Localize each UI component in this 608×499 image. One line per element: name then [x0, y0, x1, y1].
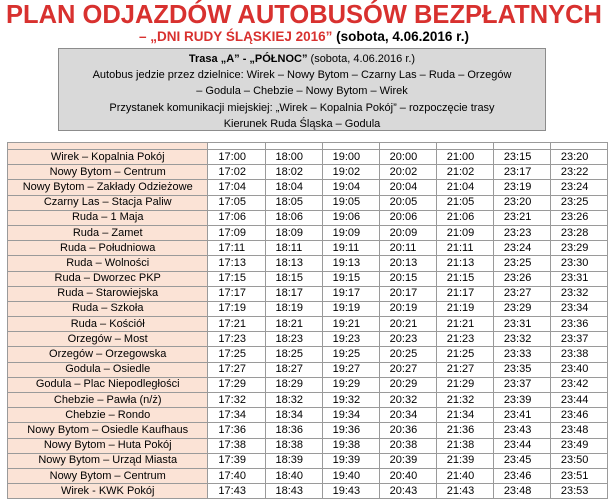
departure-time-cell: 23:34: [550, 301, 607, 316]
departure-time-cell: 21:32: [436, 393, 493, 408]
departure-time-cell: 18:02: [265, 165, 322, 180]
departure-time-cell: 17:15: [208, 271, 265, 286]
departure-time-cell: 18:27: [265, 362, 322, 377]
departure-time-cell: 23:17: [493, 165, 550, 180]
table-row: [8, 195, 608, 210]
spacer-cell: [493, 143, 550, 150]
departure-time-cell: 21:17: [436, 286, 493, 301]
departure-time-cell: 20:05: [379, 195, 436, 210]
stop-name-cell: Ruda – 1 Maja: [8, 210, 208, 225]
departure-time-cell: 19:06: [322, 210, 379, 225]
departure-time-cell: 23:33: [493, 347, 550, 362]
stop-name-cell: Wirek - KWK Pokój: [8, 484, 208, 499]
table-row: [8, 210, 608, 225]
stop-name-cell: Chebzie – Rondo: [8, 408, 208, 423]
departure-time-cell: 19:23: [322, 332, 379, 347]
departure-time-cell: 21:23: [436, 332, 493, 347]
table-row: [8, 438, 608, 453]
departure-time-cell: 20:04: [379, 180, 436, 195]
departure-time-cell: 18:29: [265, 377, 322, 392]
departure-time-cell: 21:27: [436, 362, 493, 377]
departure-time-cell: 23:24: [550, 180, 607, 195]
departure-time-cell: 17:27: [208, 362, 265, 377]
departure-time-cell: 19:25: [322, 347, 379, 362]
departure-time-cell: 18:34: [265, 408, 322, 423]
table-row: [8, 241, 608, 256]
departure-time-cell: 23:39: [493, 393, 550, 408]
departure-time-cell: 18:17: [265, 286, 322, 301]
route-districts: Autobus jedzie przez dzielnice: Wirek – Nowy Bytom – Czarny Las – Ruda – Orzegów: [92, 69, 512, 82]
departure-time-cell: 17:13: [208, 256, 265, 271]
departure-time-cell: 19:09: [322, 225, 379, 240]
departure-time-cell: 18:36: [265, 423, 322, 438]
route-direction: Kierunek Ruda Śląska – Godula: [223, 117, 381, 130]
stop-name-cell: Ruda – Dworzec PKP: [8, 271, 208, 286]
departure-time-cell: 23:32: [550, 286, 607, 301]
stop-name-cell: Nowy Bytom – Urząd Miasta: [8, 453, 208, 468]
departure-time-cell: 23:29: [550, 241, 607, 256]
departure-time-cell: 23:46: [493, 468, 550, 483]
departure-time-cell: 18:04: [265, 180, 322, 195]
spacer-cell: [208, 143, 265, 150]
timetable: [7, 142, 608, 499]
spacer-cell: [8, 143, 208, 150]
departure-time-cell: 19:02: [322, 165, 379, 180]
departure-time-cell: 21:21: [436, 317, 493, 332]
departure-time-cell: 18:09: [265, 225, 322, 240]
departure-time-cell: 19:19: [322, 301, 379, 316]
departure-time-cell: 21:19: [436, 301, 493, 316]
departure-time-cell: 20:39: [379, 453, 436, 468]
departure-time-cell: 18:00: [265, 150, 322, 165]
departure-time-cell: 23:50: [550, 453, 607, 468]
departure-time-cell: 20:32: [379, 393, 436, 408]
departure-time-cell: 19:36: [322, 423, 379, 438]
departure-time-cell: 23:48: [493, 484, 550, 499]
departure-time-cell: 20:29: [379, 377, 436, 392]
spacer-cell: [265, 143, 322, 150]
table-row: [8, 301, 608, 316]
departure-time-cell: 20:21: [379, 317, 436, 332]
departure-time-cell: 18:06: [265, 210, 322, 225]
table-row: [8, 362, 608, 377]
departure-time-cell: 17:17: [208, 286, 265, 301]
table-row: [8, 347, 608, 362]
departure-time-cell: 21:36: [436, 423, 493, 438]
departure-time-cell: 20:00: [379, 150, 436, 165]
page-title: PLAN ODJAZDÓW AUTOBUSÓW BEZPŁATNYCH: [6, 1, 602, 29]
departure-time-cell: 18:40: [265, 468, 322, 483]
route-heading: [59, 51, 545, 67]
departure-time-cell: 20:34: [379, 408, 436, 423]
departure-time-cell: 17:25: [208, 347, 265, 362]
departure-time-cell: 23:28: [550, 225, 607, 240]
departure-time-cell: 20:23: [379, 332, 436, 347]
departure-time-cell: 23:42: [550, 377, 607, 392]
route-districts-cont: – Godula – Chebzie – Nowy Bytom – Wirek: [196, 85, 408, 98]
departure-time-cell: 19:38: [322, 438, 379, 453]
departure-time-cell: 17:43: [208, 484, 265, 499]
departure-time-cell: 23:24: [493, 241, 550, 256]
departure-time-cell: 19:43: [322, 484, 379, 499]
departure-time-cell: 21:39: [436, 453, 493, 468]
table-row: [8, 165, 608, 180]
departure-time-cell: 23:21: [493, 210, 550, 225]
table-row: [8, 317, 608, 332]
departure-time-cell: 23:32: [493, 332, 550, 347]
route-start-stop: Przystanek komunikacji miejskiej: „Wirek – Kopalnia Pokój” – rozpoczęcie trasy: [109, 101, 495, 114]
timetable-body: [8, 143, 608, 499]
departure-time-cell: 21:05: [436, 195, 493, 210]
departure-time-cell: 19:15: [322, 271, 379, 286]
departure-time-cell: 23:20: [493, 195, 550, 210]
departure-time-cell: 20:36: [379, 423, 436, 438]
departure-time-cell: 18:43: [265, 484, 322, 499]
stop-name-cell: Nowy Bytom – Zakłady Odzieżowe: [8, 180, 208, 195]
departure-time-cell: 23:38: [550, 347, 607, 362]
departure-time-cell: 19:00: [322, 150, 379, 165]
departure-time-cell: 23:41: [493, 408, 550, 423]
table-row: [8, 225, 608, 240]
departure-time-cell: 17:36: [208, 423, 265, 438]
departure-time-cell: 21:09: [436, 225, 493, 240]
departure-time-cell: 19:17: [322, 286, 379, 301]
event-name: – „DNI RUDY ŚLĄSKIEJ 2016”: [139, 29, 333, 44]
route-date: (sobota, 4.06.2016 r.): [307, 53, 416, 65]
stop-name-cell: Ruda – Wolności: [8, 256, 208, 271]
spacer-cell: [322, 143, 379, 150]
departure-time-cell: 17:38: [208, 438, 265, 453]
table-row: [8, 393, 608, 408]
departure-time-cell: 23:30: [550, 256, 607, 271]
departure-time-cell: 23:44: [493, 438, 550, 453]
departure-time-cell: 17:11: [208, 241, 265, 256]
table-row: [8, 332, 608, 347]
stop-name-cell: Nowy Bytom – Centrum: [8, 165, 208, 180]
departure-time-cell: 18:23: [265, 332, 322, 347]
stop-name-cell: Nowy Bytom – Osiedle Kaufhaus: [8, 423, 208, 438]
departure-time-cell: 20:25: [379, 347, 436, 362]
departure-time-cell: 20:27: [379, 362, 436, 377]
table-row: [8, 256, 608, 271]
departure-time-cell: 20:15: [379, 271, 436, 286]
stop-name-cell: Godula – Osiedle: [8, 362, 208, 377]
table-row: [8, 377, 608, 392]
departure-time-cell: 23:45: [493, 453, 550, 468]
departure-time-cell: 23:43: [493, 423, 550, 438]
departure-time-cell: 18:21: [265, 317, 322, 332]
departure-time-cell: 21:38: [436, 438, 493, 453]
stop-name-cell: Ruda – Szkoła: [8, 301, 208, 316]
departure-time-cell: 20:19: [379, 301, 436, 316]
spacer-cell: [436, 143, 493, 150]
departure-time-cell: 20:11: [379, 241, 436, 256]
departure-time-cell: 20:02: [379, 165, 436, 180]
departure-time-cell: 17:05: [208, 195, 265, 210]
departure-time-cell: 23:46: [550, 408, 607, 423]
departure-time-cell: 23:26: [550, 210, 607, 225]
table-row: [8, 408, 608, 423]
departure-time-cell: 23:49: [550, 438, 607, 453]
stop-name-cell: Orzegów – Most: [8, 332, 208, 347]
departure-time-cell: 23:36: [550, 317, 607, 332]
departure-time-cell: 18:13: [265, 256, 322, 271]
departure-time-cell: 20:06: [379, 210, 436, 225]
table-row: [8, 423, 608, 438]
departure-time-cell: 21:00: [436, 150, 493, 165]
departure-time-cell: 17:06: [208, 210, 265, 225]
departure-time-cell: 21:25: [436, 347, 493, 362]
stop-name-cell: Ruda – Starowiejska: [8, 286, 208, 301]
departure-time-cell: 23:31: [550, 271, 607, 286]
departure-time-cell: 18:38: [265, 438, 322, 453]
spacer-cell: [550, 143, 607, 150]
table-row: [8, 484, 608, 499]
timetable-spacer-row: [8, 143, 608, 150]
route-info-box: [58, 48, 546, 131]
table-row: [8, 453, 608, 468]
route-name: Trasa „A” - „PÓŁNOC”: [188, 53, 308, 65]
stop-name-cell: Godula – Plac Niepodległości: [8, 377, 208, 392]
stop-name-cell: Ruda – Kościół: [8, 317, 208, 332]
departure-time-cell: 23:26: [493, 271, 550, 286]
departure-time-cell: 23:48: [550, 423, 607, 438]
table-row: [8, 468, 608, 483]
departure-time-cell: 23:37: [493, 377, 550, 392]
departure-time-cell: 23:53: [550, 484, 607, 499]
stop-name-cell: Ruda – Zamet: [8, 225, 208, 240]
departure-time-cell: 18:39: [265, 453, 322, 468]
departure-time-cell: 20:43: [379, 484, 436, 499]
departure-time-cell: 17:40: [208, 468, 265, 483]
departure-time-cell: 21:43: [436, 484, 493, 499]
departure-time-cell: 23:51: [550, 468, 607, 483]
departure-time-cell: 23:27: [493, 286, 550, 301]
event-date: (sobota, 4.06.2016 r.): [332, 29, 469, 44]
departure-time-cell: 23:35: [493, 362, 550, 377]
departure-time-cell: 18:05: [265, 195, 322, 210]
stop-name-cell: Wirek – Kopalnia Pokój: [8, 150, 208, 165]
departure-time-cell: 19:27: [322, 362, 379, 377]
stop-name-cell: Nowy Bytom – Huta Pokój: [8, 438, 208, 453]
departure-time-cell: 17:23: [208, 332, 265, 347]
departure-time-cell: 23:22: [550, 165, 607, 180]
departure-time-cell: 19:13: [322, 256, 379, 271]
departure-time-cell: 21:04: [436, 180, 493, 195]
departure-time-cell: 18:32: [265, 393, 322, 408]
departure-time-cell: 21:29: [436, 377, 493, 392]
departure-time-cell: 21:02: [436, 165, 493, 180]
departure-time-cell: 17:39: [208, 453, 265, 468]
departure-time-cell: 19:32: [322, 393, 379, 408]
departure-time-cell: 23:25: [550, 195, 607, 210]
departure-time-cell: 20:17: [379, 286, 436, 301]
departure-time-cell: 18:11: [265, 241, 322, 256]
departure-time-cell: 20:38: [379, 438, 436, 453]
page-subtitle: [0, 28, 608, 46]
departure-time-cell: 19:04: [322, 180, 379, 195]
departure-time-cell: 21:34: [436, 408, 493, 423]
departure-time-cell: 17:09: [208, 225, 265, 240]
departure-time-cell: 20:40: [379, 468, 436, 483]
departure-time-cell: 19:11: [322, 241, 379, 256]
departure-time-cell: 19:21: [322, 317, 379, 332]
table-row: [8, 286, 608, 301]
departure-time-cell: 17:34: [208, 408, 265, 423]
departure-time-cell: 17:00: [208, 150, 265, 165]
stop-name-cell: Czarny Las – Stacja Paliw: [8, 195, 208, 210]
departure-time-cell: 19:39: [322, 453, 379, 468]
departure-time-cell: 18:15: [265, 271, 322, 286]
departure-time-cell: 23:29: [493, 301, 550, 316]
departure-time-cell: 23:19: [493, 180, 550, 195]
departure-time-cell: 23:15: [493, 150, 550, 165]
stop-name-cell: Orzegów – Orzegowska: [8, 347, 208, 362]
departure-time-cell: 17:21: [208, 317, 265, 332]
stop-name-cell: Chebzie – Pawła (n/ż): [8, 393, 208, 408]
departure-time-cell: 21:06: [436, 210, 493, 225]
departure-time-cell: 20:13: [379, 256, 436, 271]
departure-time-cell: 19:05: [322, 195, 379, 210]
departure-time-cell: 18:19: [265, 301, 322, 316]
departure-time-cell: 23:20: [550, 150, 607, 165]
departure-time-cell: 21:13: [436, 256, 493, 271]
table-row: [8, 271, 608, 286]
departure-time-cell: 17:04: [208, 180, 265, 195]
stop-name-cell: Nowy Bytom – Centrum: [8, 468, 208, 483]
table-row: [8, 150, 608, 165]
departure-time-cell: 21:40: [436, 468, 493, 483]
departure-time-cell: 18:25: [265, 347, 322, 362]
departure-time-cell: 23:44: [550, 393, 607, 408]
departure-time-cell: 23:23: [493, 225, 550, 240]
departure-time-cell: 23:31: [493, 317, 550, 332]
departure-time-cell: 17:19: [208, 301, 265, 316]
departure-time-cell: 17:32: [208, 393, 265, 408]
spacer-cell: [379, 143, 436, 150]
departure-time-cell: 19:40: [322, 468, 379, 483]
departure-time-cell: 21:15: [436, 271, 493, 286]
departure-time-cell: 19:34: [322, 408, 379, 423]
departure-time-cell: 17:29: [208, 377, 265, 392]
departure-time-cell: 17:02: [208, 165, 265, 180]
departure-time-cell: 21:11: [436, 241, 493, 256]
stop-name-cell: Ruda – Południowa: [8, 241, 208, 256]
table-row: [8, 180, 608, 195]
departure-time-cell: 23:25: [493, 256, 550, 271]
departure-time-cell: 23:37: [550, 332, 607, 347]
departure-time-cell: 23:40: [550, 362, 607, 377]
departure-time-cell: 20:09: [379, 225, 436, 240]
departure-time-cell: 19:29: [322, 377, 379, 392]
